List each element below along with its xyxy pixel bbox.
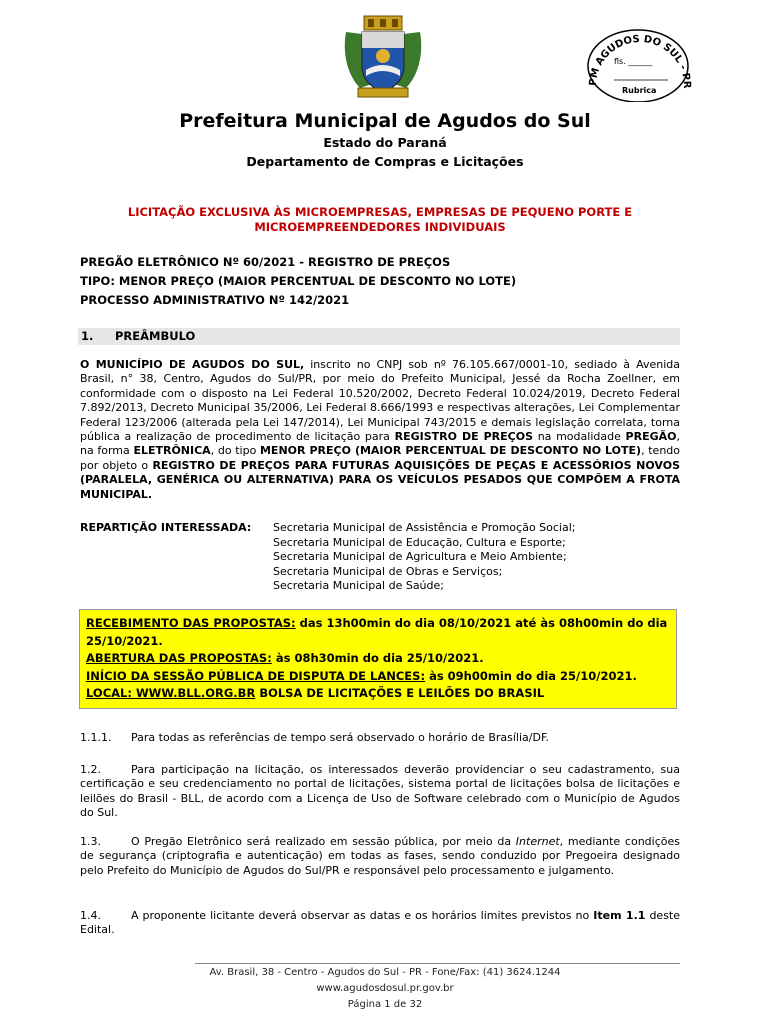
- protocol-stamp: [584, 22, 692, 102]
- section-heading-preambulo: [78, 328, 680, 345]
- list-item: Secretaria Municipal de Assistência e Promoção Social;: [273, 521, 576, 534]
- exclusive-bid-line-1: LICITAÇÃO EXCLUSIVA ÀS MICROEMPRESAS, EMPRESAS DE PEQUENO PORTE E: [127, 205, 633, 219]
- item-1-3: 1.3. O Pregão Eletrônico será realizado em sessão pública, por meio da Internet, mediante condições de segurança (criptografia e autenticação) em todas as fases, sendo conduzido por Pregoeira designado pelo Prefeito do Município de Agudos do Sul/PR e responsável pelo processamento e julgamento.: [80, 835, 680, 877]
- item-number: 1.3.: [80, 835, 101, 848]
- item-number: 1.1.1.: [80, 731, 112, 744]
- item-number: 1.4.: [80, 909, 101, 922]
- stamp-text: PM AGUDOS DO SUL - PR: [587, 33, 692, 89]
- preamble-paragraph: [80, 358, 680, 502]
- list-item: Secretaria Municipal de Saúde;: [273, 579, 444, 593]
- page-title: Prefeitura Municipal de Agudos do Sul: [179, 110, 591, 132]
- schedule-abertura: ABERTURA DAS PROPOSTAS: às 08h30min do dia 25/10/2021.: [86, 651, 484, 665]
- list-item: Secretaria Municipal de Agricultura e Meio Ambiente;: [273, 550, 567, 564]
- preamble-menor-preco: MENOR PREÇO (MAIOR PERCENTUAL DE DESCONTO NO LOTE): [259, 444, 642, 458]
- preamble-registro: REGISTRO DE PREÇOS: [394, 430, 534, 444]
- item-1-1-1: [80, 731, 680, 745]
- preamble-eletronica: ELETRÔNICA: [133, 444, 211, 458]
- info-pregao: PREGÃO ELETRÔNICO Nº 60/2021 - REGISTRO DE PREÇOS: [80, 255, 451, 269]
- state-name: Estado do Paraná: [323, 135, 447, 150]
- info-tipo: TIPO: MENOR PREÇO (MAIOR PERCENTUAL DE DESCONTO NO LOTE): [80, 274, 517, 288]
- preamble-text-4: , do tipo: [210, 444, 260, 458]
- preamble-text-5: , tendo por objeto o: [80, 444, 681, 472]
- info-processo: PROCESSO ADMINISTRATIVO Nº 142/2021: [80, 293, 350, 307]
- footer-address: Av. Brasil, 38 - Centro - Agudos do Sul - PR - Fone/Fax: (41) 3624.1244: [209, 967, 561, 978]
- item-text: Para participação na licitação, os interessados deverão providenciar o seu cadastramento, sua certificação e seu credenciamento no portal de licitações, sistema portal de licitações bolsa de licitações e leilões do Brasil - BLL, de acordo com a Licença de Uso de Software celebrado com o Município de Agudos do Sul.: [80, 763, 680, 820]
- footer-page-number: Página 1 de 32: [347, 999, 423, 1010]
- item-1-4: 1.4. A proponente licitante deverá observar as datas e os horários limites previstos no Item 1.1 deste Edital.: [80, 909, 680, 937]
- footer-website: www.agudosdosul.pr.gov.br: [316, 983, 454, 994]
- municipal-coat-of-arms: [342, 14, 424, 100]
- item-1-2: [80, 763, 680, 821]
- preamble-municipality: O MUNICÍPIO DE AGUDOS DO SUL,: [80, 358, 305, 371]
- reparticao-list: [273, 521, 576, 594]
- preamble-pregao: PREGÃO: [625, 430, 677, 444]
- item-text: Para todas as referências de tempo será observado o horário de Brasília/DF.: [131, 731, 550, 744]
- preamble-text-3: , na forma: [80, 430, 680, 458]
- preamble-object: REGISTRO DE PREÇOS PARA FUTURAS AQUISIÇÕES DE PEÇAS E ACESSÓRIOS NOVOS (PARALELA, GENÉRICA OU ALTERNATIVA) PARA OS VEÍCULOS PESADOS QUE COMPÕEM A FROTA MUNICIPAL.: [80, 458, 680, 501]
- footer-divider: [195, 963, 680, 964]
- section-number: 1.: [81, 329, 94, 343]
- department-name: Departamento de Compras e Licitações: [246, 154, 524, 169]
- preamble-text-2: na modalidade: [533, 430, 626, 444]
- list-item: Secretaria Municipal de Educação, Cultura e Esporte;: [273, 535, 566, 549]
- stamp-fls: fls. ______: [614, 57, 653, 66]
- stamp-rubrica: Rubrica: [622, 86, 657, 95]
- list-item: Secretaria Municipal de Obras e Serviços;: [273, 564, 503, 578]
- exclusive-bid-line-2: MICROEMPREENDEDORES INDIVIDUAIS: [254, 220, 506, 234]
- schedule-inicio-sessao: INÍCIO DA SESSÃO PÚBLICA DE DISPUTA DE LANCES: às 09h00min do dia 25/10/2021.: [86, 668, 637, 683]
- schedule-recebimento: RECEBIMENTO DAS PROPOSTAS: das 13h00min do dia 08/10/2021 até às 08h00min do dia 25/10/2021.: [86, 616, 668, 648]
- schedule-local: LOCAL: WWW.BLL.ORG.BR BOLSA DE LICITAÇÕES E LEILÕES DO BRASIL: [86, 686, 545, 700]
- item-number: 1.2.: [80, 763, 101, 776]
- exclusive-bid-notice: [100, 205, 660, 235]
- reparticao-label: REPARTIÇÃO INTERESSADA:: [80, 521, 252, 534]
- section-title: PREÂMBULO: [115, 329, 196, 343]
- preamble-text-1: inscrito no CNPJ sob nº 76.105.667/0001-10, sediado à Avenida Brasil, n° 38, Centro, Agudos do Sul/PR, por meio do Prefeito Municipal, Jessé da Rocha Zoellner, em conformidade com o disposto na Lei Federal 10.520/2002, Decreto Federal 10.024/2019, Decreto Federal 7.892/2013, Decreto Municipal 35/2006, Lei Federal 8.666/1993 e respectivas alterações, Lei Complementar Federal 123/2006 (alterada pela Lei 147/2014), Lei Municipal 743/2015 e demais legislação correlata, torna pública a realização de procedimento de licitação para: [80, 358, 680, 444]
- proposal-schedule-box: [79, 609, 677, 709]
